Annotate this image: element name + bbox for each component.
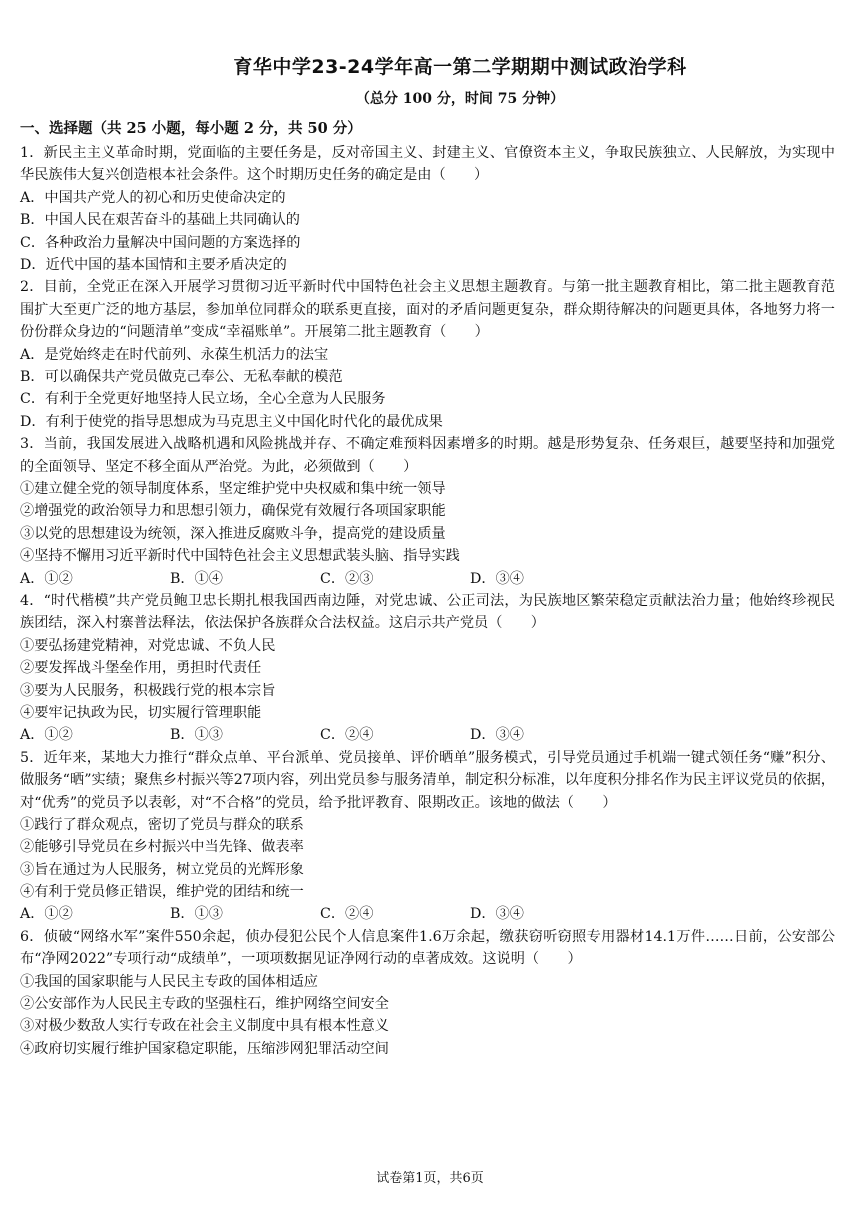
question-stem: 2．目前，全党正在深入开展学习贯彻习近平新时代中国特色社会主义思想主题教育。与第一批主题教育相比，第二批主题教育范围扩大至更广泛的地方基层，参加单位同群众的联系更直接，面对的矛盾问题更复杂，群众期待解决的问题更具体，各地努力将一份份群众身边的“问题清单”变成“幸福账单”。开展第二批主题教育（ ） <box>20 279 835 341</box>
option-d: D．③④ <box>470 906 524 923</box>
statement-4: ④坚持不懈用习近平新时代中国特色社会主义思想武装头脑、指导实践 <box>20 548 460 565</box>
question-6 <box>20 926 835 1060</box>
question-stem: 4．“时代楷模”共产党员鲍卫忠长期扎根我国西南边陲，对党忠诚、公正司法，为民族地区繁荣稳定贡献法治力量；他始终珍视民族团结，深入村寨普法释法，依法保护各族群众合法权益。这启示共产党员（ ） <box>20 592 835 632</box>
option-a: A．①② <box>20 570 73 587</box>
statement-3: ③旨在通过为人民服务，树立党员的光辉形象 <box>20 861 304 878</box>
option-row <box>20 568 835 590</box>
statement-4: ④有利于党员修正错误，维护党的团结和统一 <box>20 884 304 901</box>
statement-2: ②公安部作为人民民主专政的坚强柱石，维护网络空间安全 <box>20 996 389 1013</box>
option-d: D．③④ <box>470 570 524 587</box>
option-row <box>20 903 835 925</box>
option-b: B．中国人民在艰苦奋斗的基础上共同确认的 <box>20 212 300 229</box>
question-stem: 1．新民主主义革命时期，党面临的主要任务是，反对帝国主义、封建主义、官僚资本主义，争取民族独立、人民解放，为实现中华民族伟大复兴创造根本社会条件。这个时期历史任务的确定是由（ ） <box>20 145 835 184</box>
option-b: B．①③ <box>170 727 223 744</box>
page-title: 育华中学23-24学年高一第二学期期中测试政治学科 <box>233 56 687 78</box>
question-1 <box>20 142 835 276</box>
question-2 <box>20 276 835 433</box>
statement-3: ③对极少数敌人实行专政在社会主义制度中具有根本性意义 <box>20 1018 389 1035</box>
option-c: C．②④ <box>320 727 374 744</box>
exam-info: （总分 100 分，时间 75 分钟） <box>355 91 565 107</box>
statement-3: ③要为人民服务，积极践行党的根本宗旨 <box>20 682 276 699</box>
question-stem: 5．近年来，某地大力推行“群众点单、平台派单、党员接单、评价晒单”服务模式，引导党员通过手机端一键式领任务“赚”积分、做服务“晒”实绩；聚焦乡村振兴等27项内容，列出党员参与服务清单，制定积分标准，以年度积分排名作为民主评议党员的依据，对“优秀”的党员予以表彰，对“不合格”的党员，给予批评教育、限期改正。该地的做法（ ） <box>20 749 835 811</box>
option-a: A．是党始终走在时代前列、永葆生机活力的法宝 <box>20 346 329 363</box>
option-a: A．中国共产党人的初心和历史使命决定的 <box>20 189 286 206</box>
option-row <box>20 724 835 746</box>
question-4 <box>20 590 835 747</box>
option-d: D．③④ <box>470 727 524 744</box>
statement-2: ②要发挥战斗堡垒作用，勇担时代责任 <box>20 660 262 677</box>
statement-4: ④政府切实履行维护国家稳定职能，压缩涉网犯罪活动空间 <box>20 1040 389 1057</box>
option-c: C．有利于全党更好地坚持人民立场，全心全意为人民服务 <box>20 391 386 408</box>
statement-4: ④要牢记执政为民，切实履行管理职能 <box>20 704 262 721</box>
question-stem: 3．当前，我国发展进入战略机遇和风险挑战并存、不确定难预料因素增多的时期。越是形势复杂、任务艰巨，越要坚持和加强党的全面领导、坚定不移全面从严治党。为此，必须做到（ ） <box>20 436 835 475</box>
statement-1: ①践行了群众观点，密切了党员与群众的联系 <box>20 816 304 833</box>
question-3 <box>20 433 835 590</box>
statement-3: ③以党的思想建设为统领，深入推进反腐败斗争，提高党的建设质量 <box>20 525 446 542</box>
option-b: B．①④ <box>170 570 223 587</box>
statement-1: ①要弘扬建党精神，对党忠诚、不负人民 <box>20 637 276 654</box>
option-a: A．①② <box>20 727 73 744</box>
option-c: C．②③ <box>320 570 374 587</box>
option-d: D．近代中国的基本国情和主要矛盾决定的 <box>20 256 287 273</box>
page-footer: 试卷第1页，共6页 <box>376 1171 484 1186</box>
statement-2: ②增强党的政治领导力和思想引领力，确保党有效履行各项国家职能 <box>20 503 446 520</box>
option-c: C．②④ <box>320 906 374 923</box>
question-5 <box>20 747 835 926</box>
statement-2: ②能够引导党员在乡村振兴中当先锋、做表率 <box>20 839 304 856</box>
statement-1: ①建立健全党的领导制度体系，坚定维护党中央权威和集中统一领导 <box>20 480 446 497</box>
section-heading: 一、选择题（共 25 小题，每小题 2 分，共 50 分） <box>20 120 362 137</box>
option-c: C．各种政治力量解决中国问题的方案选择的 <box>20 234 301 251</box>
option-b: B．可以确保共产党员做克己奉公、无私奉献的模范 <box>20 368 343 385</box>
option-a: A．①② <box>20 906 73 923</box>
option-d: D．有利于使党的指导思想成为马克思主义中国化时代化的最优成果 <box>20 413 443 430</box>
question-stem: 6．侦破“网络水军”案件550余起，侦办侵犯公民个人信息案件1.6万余起，缴获窃听窃照专用器材14.1万件……日前，公安部公布“净网2022”专项行动“成绩单”，一项项数据见证净网行动的卓著成效。这说明（ ） <box>20 928 835 968</box>
question-list <box>20 142 835 1060</box>
statement-1: ①我国的国家职能与人民民主专政的国体相适应 <box>20 973 318 990</box>
option-b: B．①③ <box>170 906 223 923</box>
